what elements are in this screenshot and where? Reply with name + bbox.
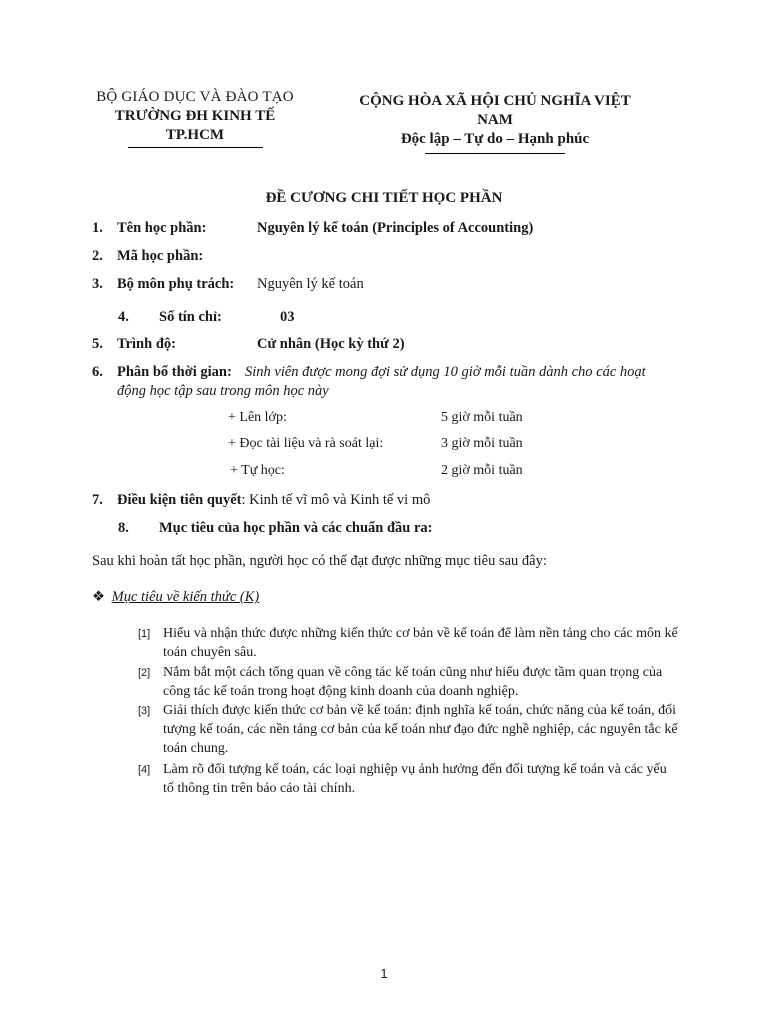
item-department [92,274,692,296]
objective-item [138,760,678,798]
item-label: Mục tiêu của học phần và các chuẩn đầu ra: [159,520,433,536]
item-number: 8. [118,520,129,536]
diamond-bullet-icon: ❖ [92,589,105,605]
allocation-row [228,410,548,430]
item-label: Số tín chỉ: [159,309,222,325]
national-header [340,92,650,154]
item-label: Phân bổ thời gian: [117,364,232,380]
item-value: Nguyên lý kế toán (Principles of Accounting) [257,220,534,236]
item-label: Tên học phần: [117,220,207,236]
objective-tag: [2] [138,667,151,679]
allocation-hours: 2 giờ mỗi tuần [441,463,523,478]
university-name: TRƯỜNG ĐH KINH TẾ TP.HCM [114,108,276,143]
objective-tag: [3] [138,705,151,717]
header-left-rule [128,147,263,148]
allocation-row [230,463,550,483]
item-number: 7. [92,492,103,508]
objective-tag: [1] [138,628,151,640]
objective-text: Giải thích được kiến thức cơ bản về kế toán: định nghĩa kế toán, chức năng của kế toán, đối tượng kế toán, các nền tảng cơ bản của kế toán như đạo đức nghề nghiệp, các nguyên tắc kế toán chung. [163,703,678,756]
item-number: 3. [92,276,103,292]
allocation-activity: + Lên lớp: [228,410,287,425]
objective-tag: [4] [138,764,151,776]
objective-item [138,663,678,701]
republic-name: CỘNG HÒA XÃ HỘI CHỦ NGHĨA VIỆT NAM [359,93,631,128]
allocation-hours: 3 giờ mỗi tuần [441,436,523,451]
ministry-name: BỘ GIÁO DỤC VÀ ĐÀO TẠO [96,89,294,105]
item-number: 5. [92,336,103,352]
item-course-code [92,246,692,268]
ministry-header [90,88,300,148]
item-value: Sinh viên được mong đợi sử dụng 10 giờ mỗi tuần dành cho các hoạt [245,364,646,380]
knowledge-heading-text: Mục tiêu về kiến thức (K) [111,589,260,605]
objective-item [138,701,678,758]
item-number: 4. [118,309,129,325]
allocation-hours: 5 giờ mỗi tuần [441,410,523,425]
item-value: Cử nhân (Học kỳ thứ 2) [257,336,405,352]
national-motto: Độc lập – Tự do – Hạnh phúc [400,131,590,147]
item-credits [92,307,692,329]
item-objectives [92,518,692,540]
document-title: ĐỀ CƯƠNG CHI TIẾT HỌC PHẦN [265,190,503,206]
item-level [92,334,692,356]
allocation-row [228,436,548,456]
page-number: 1 [380,966,388,981]
objective-text: Hiểu và nhận thức được những kiến thức cơ bản về kế toán để làm nền tảng cho các môn kế toán chuyên sâu. [163,626,678,660]
knowledge-objectives-heading [92,589,259,606]
allocation-activity: + Đọc tài liệu và rà soát lại: [228,436,384,451]
item-label: Trình độ: [117,336,176,352]
item-value: Nguyên lý kế toán [257,276,364,292]
item-label: Điều kiện tiên quyết [117,492,242,508]
item-time-allocation [92,362,692,406]
item-label: Bộ môn phụ trách: [117,276,235,292]
item-course-name [92,218,692,240]
item-number: 1. [92,220,103,236]
item-number: 6. [92,364,103,380]
header-right-rule [425,153,565,154]
item-value: : Kinh tế vĩ mô và Kinh tế vi mô [241,492,431,508]
objectives-intro: Sau khi hoàn tất học phần, người học có thể đạt được những mục tiêu sau đây: [92,553,547,569]
item-label: Mã học phần: [117,248,204,264]
allocation-activity: + Tự học: [230,463,285,478]
item-prerequisites [92,490,692,512]
objective-text: Nắm bắt một cách tổng quan về công tác kế toán cũng như hiểu được tầm quan trọng của công tác kế toán trong hoạt động kinh doanh của doanh nghiệp. [163,665,663,699]
objective-item [138,624,678,662]
objective-text: Làm rõ đối tượng kế toán, các loại nghiệp vụ ảnh hưởng đến đối tượng kế toán và các yếu tố thông tin trên báo cáo tài chính. [163,762,667,796]
item-value-continued: động học tập sau trong môn học này [117,383,329,399]
item-number: 2. [92,248,103,264]
item-value: 03 [280,309,295,325]
